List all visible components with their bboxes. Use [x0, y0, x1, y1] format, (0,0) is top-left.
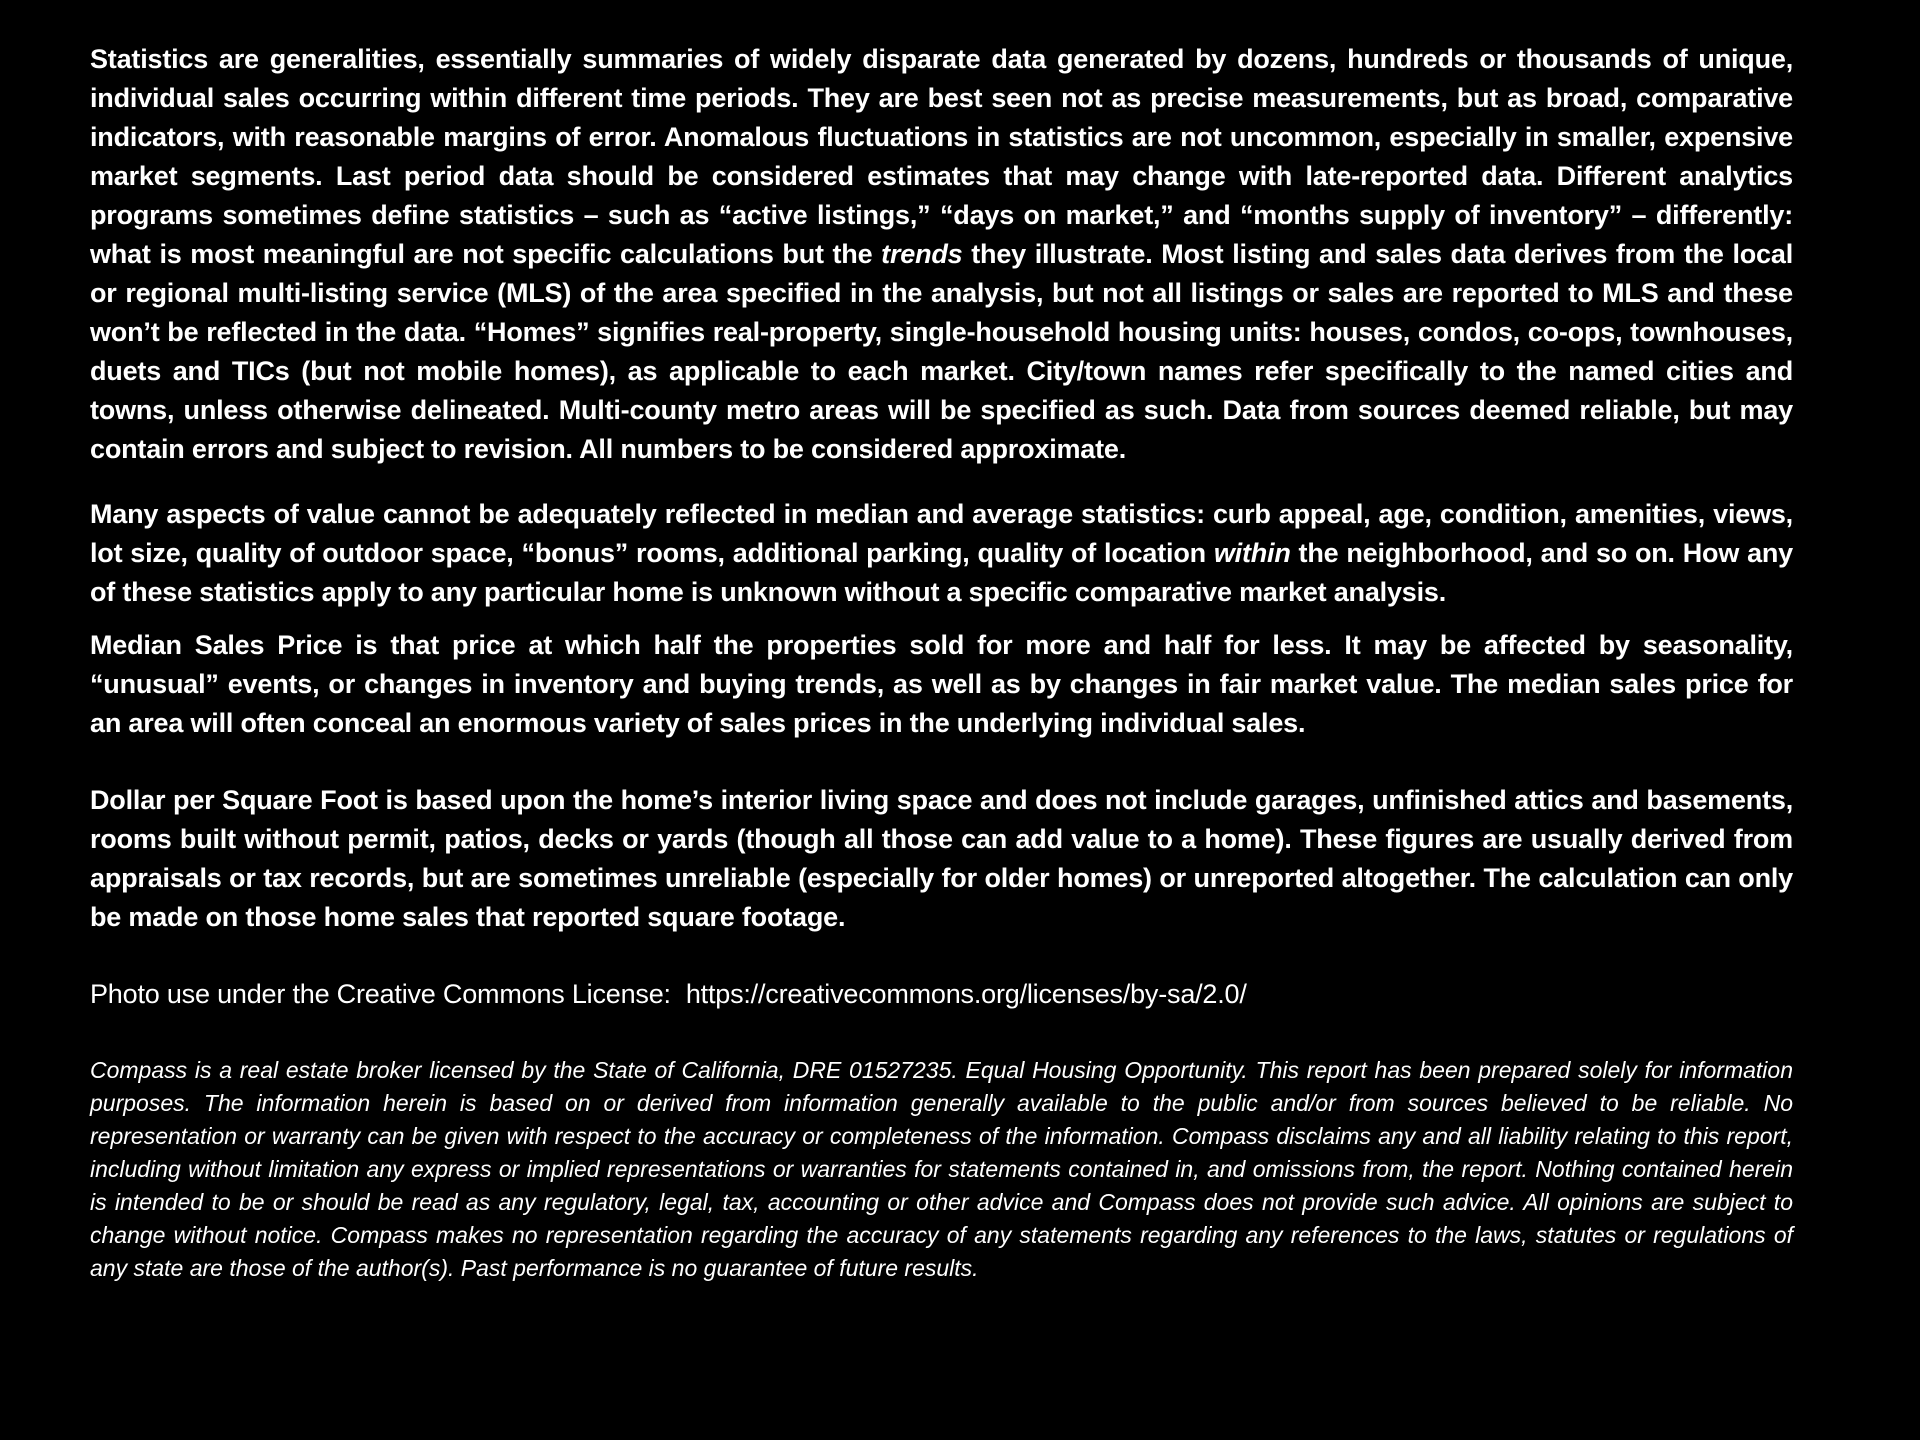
dollar-per-sqft-note: Dollar per Square Foot is based upon the home’s interior living space and does not include garages, unfinished attics and basements, rooms built without permit, patios, decks or yards (though all those can add value to a home). These figures are usually derived from appraisals or tax records, but are sometimes unreliable (especially for older homes) or unreported altogether. The calculation can only be made on those home sales that reported square footage.	[90, 785, 1793, 932]
compass-legal-disclaimer: Compass is a real estate broker licensed by the State of California, DRE 01527235. Equal Housing Opportunity. This report has been prepared solely for information purposes. The information herein is based on or derived from information generally available to the public and/or from sources believed to be reliable. No representation or warranty can be given with respect to the accuracy or completeness of the information. Compass disclaims any and all liability relating to this report, including without limitation any express or implied representations or warranties for statements contained in, and omissions from, the report. Nothing contained herein is intended to be or should be read as any regulatory, legal, tax, accounting or other advice and Compass does not provide such advice. All opinions are subject to change without notice. Compass makes no representation regarding the accuracy of any statements regarding any references to the laws, statutes or regulations of any state are those of the author(s). Past performance is no guarantee of future results.	[90, 1057, 1793, 1281]
value-aspects-note: Many aspects of value cannot be adequately reflected in median and average statistics: curb appeal, age, condition, amenities, views, lot size, quality of outdoor space, “bonus” rooms, additional parking, quality of location within the neighborhood, and so on. How any of these statistics apply to any particular home is unknown without a specific comparative market analysis.	[90, 499, 1793, 607]
median-sales-price-note: Median Sales Price is that price at which half the properties sold for more and half for less. It may be affected by seasonality, “unusual” events, or changes in inventory and buying trends, as well as by changes in fair market value. The median sales price for an area will often conceal an enormous variety of sales prices in the underlying individual sales.	[90, 630, 1793, 738]
creative-commons-url: https://creativecommons.org/licenses/by-sa/2.0/	[685, 979, 1247, 1009]
statistics-methodology-note: Statistics are generalities, essentially summaries of widely disparate data generated by dozens, hundreds or thousands of unique, individual sales occurring within different time periods. They are best seen not as precise measurements, but as broad, comparative indicators, with reasonable margins of error. Anomalous fluctuations in statistics are not uncommon, especially in smaller, expensive market segments. Last period data should be considered estimates that may change with late-reported data. Different analytics programs sometimes define statistics – such as “active listings,” “days on market,” and “months supply of inventory” – differently: what is most meaningful are not specific calculations but the trends they illustrate. Most listing and sales data derives from the local or regional multi-listing service (MLS) of the area specified in the analysis, but not all listings or sales are reported to MLS and these won’t be reflected in the data. “Homes” signifies real-property, single-household housing units: houses, condos, co-ops, townhouses, duets and TICs (but not mobile homes), as applicable to each market. City/town names refer specifically to the named cities and towns, unless otherwise delineated. Multi-county metro areas will be specified as such. Data from sources deemed reliable, but may contain errors and subject to revision. All numbers to be considered approximate.	[90, 44, 1793, 464]
photo-license-label: Photo use under the Creative Commons License:	[90, 979, 671, 1009]
notes-page	[90, 40, 1793, 1285]
photo-license-note	[90, 975, 1793, 1014]
